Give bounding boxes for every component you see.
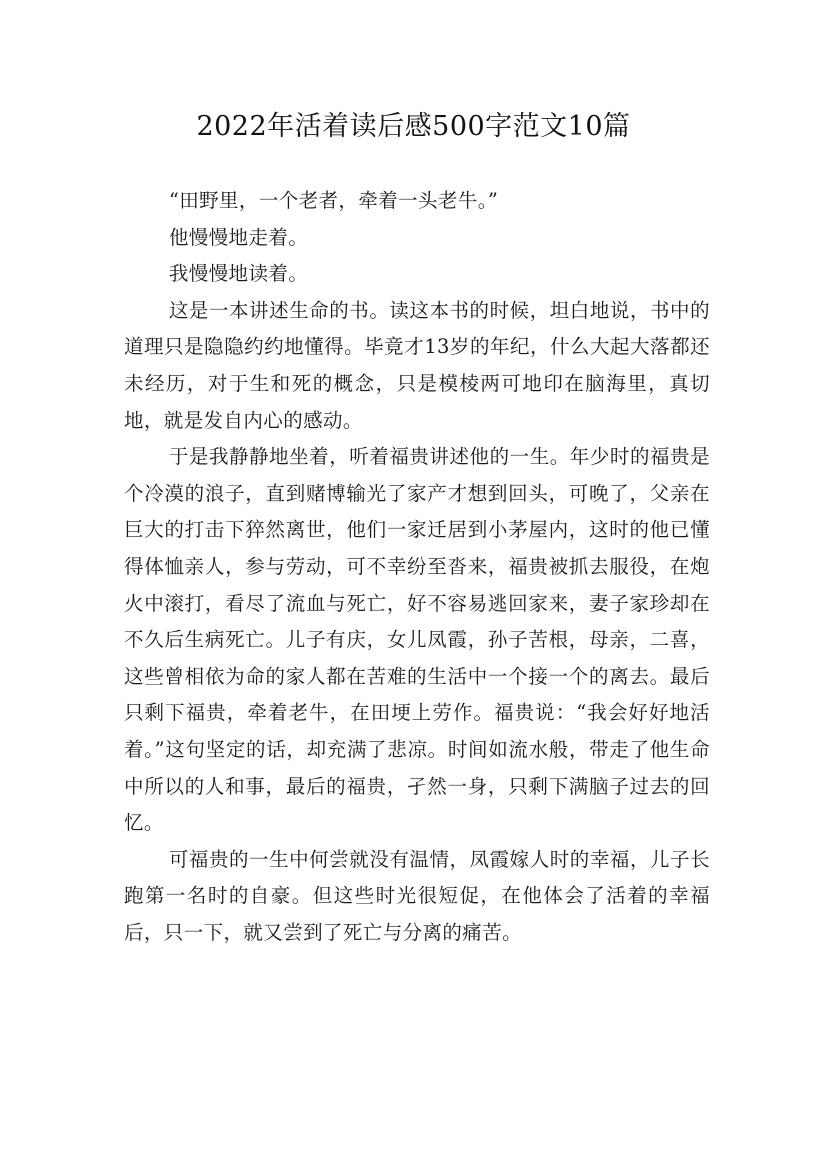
paragraph-walking: 他慢慢地走着。: [168, 225, 309, 249]
paragraph-story: 于是我静静地坐着，听着福贵讲述他的一生。年少时的福贵是个冷漠的浪子，直到赌博输光了家产才想到回头，可晚了，父亲在巨大的打击下猝然离世，他们一家迁居到小茅屋内，这时的他已懂得体恤亲人，参与劳动，可不幸纷至沓来，福贵被抓去服役，在炮火中滚打，看尽了流血与死亡，好不容易逃回家来，妻子家珍却在不久后生病死亡。儿子有庆，女儿凤霞，孙子苦根，母亲，二喜，这些曾相依为命的家人都在苦难的生活中一个接一个的离去。最后只剩下福贵，牵着老牛，在田埂上劳作。福贵说：“我会好好地活着。”这句坚定的话，却充满了悲凉。时间如流水般，带走了他生命中所以的人和事，最后的福贵，孑然一身，只剩下满脑子过去的回忆。: [124, 445, 710, 835]
paragraph-warmth: 可福贵的一生中何尝就没有温情，凤霞嫁人时的幸福，儿子长跑第一名时的自豪。但这些时光很短促，在他体会了活着的幸福后，只一下，就又尝到了死亡与分离的痛苦。: [124, 847, 710, 944]
document-body: [124, 183, 710, 951]
paragraph-intro: 这是一本讲述生命的书。读这本书的时候，坦白地说，书中的道理只是隐隐约约地懂得。毕竟才13岁的年纪，什么大起大落都还未经历，对于生和死的概念，只是模棱两可地印在脑海里，真切地，就是发自内心的感动。: [124, 298, 710, 432]
paragraph-reading: 我慢慢地读着。: [168, 262, 309, 286]
document-title: 2022年活着读后感500字范文10篇: [196, 111, 631, 142]
paragraph-quote: “田野里，一个老者，牵着一头老牛。”: [168, 189, 499, 212]
